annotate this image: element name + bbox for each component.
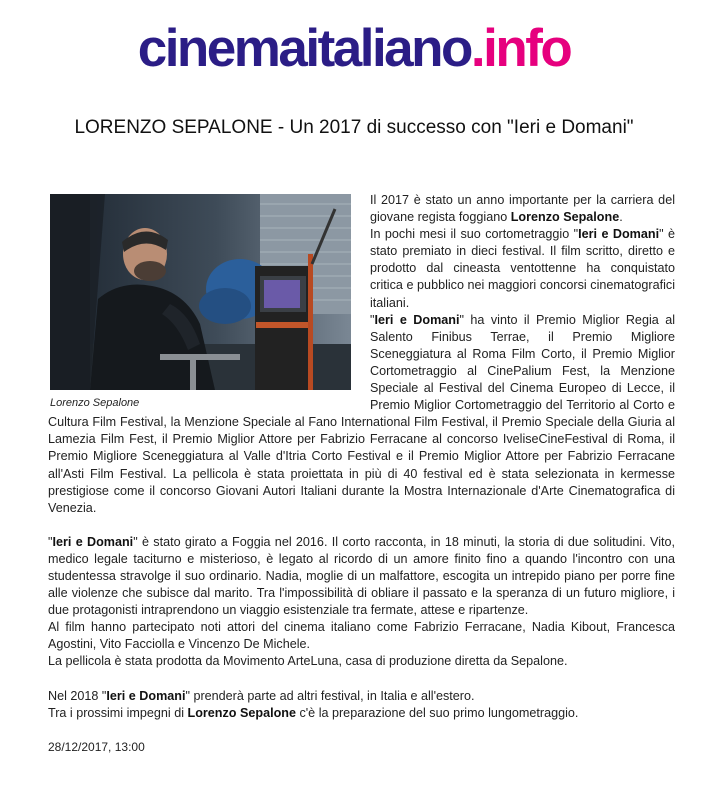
logo-extension-text: .info: [470, 19, 571, 78]
publish-date: 28/12/2017, 13:00: [48, 739, 145, 754]
director-name: Lorenzo Sepalone: [187, 705, 296, 720]
paragraph-awards-intro: In pochi mesi il suo cortometraggio "Ieri e Domani" è stato premiato in dieci festival. Il film scritto, diretto e prodotto dal cineasta ventottenne ha conquistato critica e pubblico nei maggiori concorsi cinematografici italiani.: [370, 227, 675, 310]
paragraph-awards-list: "Ieri e Domani" ha vinto il Premio Miglior Regia al Salento Finibus Terrae, il Premio Migliore Sceneggiatura al Roma Film Corto, il Premio Miglior Cortometraggio al CinePalium Fest, la Menzione Speciale al Festival del Cinema Europeo di Lecce, il Premio Miglior Cortometraggio del Territorio al Corto e Cultura Film Festival, la Menzione Speciale al Fano International Film Festival, il Premio Speciale della Giuria al Lamezia Film Fest, il Premio Miglior Attore per Fabrizio Ferracane al concorso IveliseCineFestival di Roma, il Premio Migliore Sceneggiatura al Valle d'Itria Corto Festival e il Premio Miglior Attore per Fabrizio Ferracane all'Asti Film Festival. La pellicola è stata proiettata in più di 40 festival ed è stata selezionata in kermesse prestigiose come il concorso Giovani Autori Italiani durante la Mostra Internazionale d'Arte Cinematografica di Venezia.: [48, 312, 675, 515]
film-title: Ieri e Domani: [578, 227, 660, 242]
film-title: Ieri e Domani: [106, 688, 186, 703]
paragraph-gap: [48, 671, 675, 688]
director-name: Lorenzo Sepalone: [510, 210, 620, 225]
site-logo[interactable]: [0, 14, 708, 84]
article-body: [48, 192, 675, 756]
logo-main-text: cinemaitaliano: [137, 19, 471, 78]
paragraph-production: La pellicola è stata prodotta da Movimento ArteLuna, casa di produzione diretta da Sepalone.: [48, 654, 568, 669]
paragraph-future-festivals: Nel 2018 "Ieri e Domani" prenderà parte ad altri festival, in Italia e all'estero.: [48, 688, 475, 703]
article-figure: [50, 194, 352, 410]
paragraph-next-project: Tra i prossimi impegni di Lorenzo Sepalone c'è la preparazione del suo primo lungometraggio.: [48, 705, 579, 720]
paragraph-intro: Il 2017 è stato un anno importante per la carriera del giovane regista foggiano Lorenzo Sepalone.: [370, 193, 675, 225]
director-photo: [50, 194, 351, 390]
photo-caption: Lorenzo Sepalone: [50, 397, 140, 409]
article-title: LORENZO SEPALONE - Un 2017 di successo con "Ieri e Domani": [74, 117, 634, 138]
paragraph-cast: Al film hanno partecipato noti attori del cinema italiano come Fabrizio Ferracane, Nadia Kibout, Francesca Agostini, Vito Facciolla e Vincenzo De Michele.: [48, 620, 675, 652]
paragraph-plot: "Ieri e Domani" è stato girato a Foggia nel 2016. Il corto racconta, in 18 minuti, la storia di due solitudini. Vito, medico legale taciturno e misterioso, è legato al ricordo di un amore finito fino a quando l'incontro con una studentessa stravolge il suo ordinario. Nadia, moglie di un malfattore, escogita un intrepido piano per porre fine alle violenze che subisce dal marito. Tra l'impossibilità di obliare il passato e la speranza di un futuro migliore, i due protagonisti intraprendono un viaggio esistenziale tra fermate, attese e ripartenze.: [48, 534, 675, 618]
film-title: Ieri e Domani: [52, 534, 134, 549]
film-title: Ieri e Domani: [374, 312, 460, 327]
paragraph-gap: [48, 517, 675, 534]
